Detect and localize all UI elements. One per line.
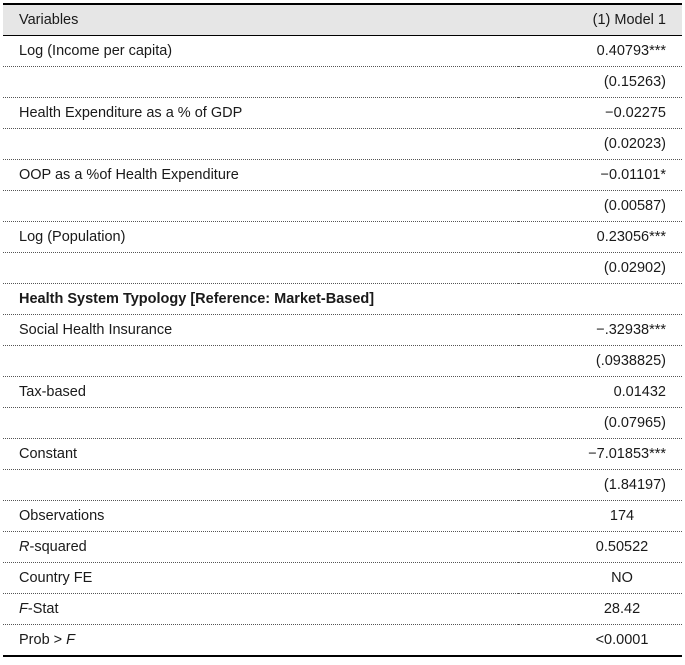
table-row-se bbox=[3, 129, 682, 160]
table-row-constant bbox=[3, 439, 682, 470]
row-coefficient: 0.40793*** bbox=[518, 36, 682, 67]
table-row-oop bbox=[3, 160, 682, 191]
stat-label-rest: -Stat bbox=[27, 601, 59, 617]
header-model: (1) Model 1 bbox=[518, 4, 682, 36]
regression-table-container bbox=[3, 3, 682, 657]
row-label: Tax-based bbox=[3, 377, 518, 408]
regression-table bbox=[3, 3, 682, 657]
empty-cell bbox=[3, 191, 518, 222]
table-row-health-expenditure bbox=[3, 98, 682, 129]
stat-label bbox=[3, 594, 518, 625]
empty-cell bbox=[3, 346, 518, 377]
row-standard-error: (0.15263) bbox=[518, 67, 682, 98]
stat-value: NO bbox=[518, 563, 682, 594]
table-row-f-stat bbox=[3, 594, 682, 625]
row-standard-error: (1.84197) bbox=[518, 470, 682, 501]
row-coefficient: 0.23056*** bbox=[518, 222, 682, 253]
row-label: Health Expenditure as a % of GDP bbox=[3, 98, 518, 129]
row-coefficient: 0.01432 bbox=[518, 377, 682, 408]
empty-cell bbox=[3, 253, 518, 284]
table-row-typology-heading bbox=[3, 284, 682, 315]
table-row-social-health-insurance bbox=[3, 315, 682, 346]
row-label: Log (Income per capita) bbox=[3, 36, 518, 67]
table-row-se bbox=[3, 67, 682, 98]
table-row-se bbox=[3, 346, 682, 377]
row-label: Log (Population) bbox=[3, 222, 518, 253]
table-header bbox=[3, 4, 682, 36]
table-row-se bbox=[3, 253, 682, 284]
row-label: Constant bbox=[3, 439, 518, 470]
stat-value: 0.50522 bbox=[518, 532, 682, 563]
table-row-se bbox=[3, 191, 682, 222]
row-standard-error: (.0938825) bbox=[518, 346, 682, 377]
empty-cell bbox=[3, 67, 518, 98]
stat-label-italic: F bbox=[66, 632, 76, 648]
row-coefficient: −7.01853*** bbox=[518, 439, 682, 470]
table-row-prob-f bbox=[3, 625, 682, 657]
row-coefficient: −0.02275 bbox=[518, 98, 682, 129]
stat-label-italic: F bbox=[19, 601, 28, 617]
stat-label-italic: R bbox=[19, 539, 30, 555]
row-label: OOP as a %of Health Expenditure bbox=[3, 160, 518, 191]
empty-cell bbox=[3, 470, 518, 501]
table-row-tax-based bbox=[3, 377, 682, 408]
table-row-r-squared bbox=[3, 532, 682, 563]
stat-label-prefix: Prob > bbox=[19, 632, 67, 648]
header-variables: Variables bbox=[3, 4, 518, 36]
row-standard-error: (0.02023) bbox=[518, 129, 682, 160]
row-standard-error: (0.02902) bbox=[518, 253, 682, 284]
stat-label: Country FE bbox=[3, 563, 518, 594]
table-row-log-population bbox=[3, 222, 682, 253]
stat-label-rest: -squared bbox=[29, 539, 87, 555]
stat-value: 174 bbox=[518, 501, 682, 532]
stat-label: Observations bbox=[3, 501, 518, 532]
table-body bbox=[3, 36, 682, 657]
empty-cell bbox=[3, 129, 518, 160]
empty-cell bbox=[518, 284, 682, 315]
empty-cell bbox=[3, 408, 518, 439]
stat-value: 28.42 bbox=[518, 594, 682, 625]
stat-label bbox=[3, 532, 518, 563]
table-row-observations bbox=[3, 501, 682, 532]
table-row-country-fe bbox=[3, 563, 682, 594]
table-row-se bbox=[3, 470, 682, 501]
row-standard-error: (0.00587) bbox=[518, 191, 682, 222]
stat-value: <0.0001 bbox=[518, 625, 682, 657]
stat-label bbox=[3, 625, 518, 657]
table-row-se bbox=[3, 408, 682, 439]
row-label: Social Health Insurance bbox=[3, 315, 518, 346]
row-standard-error: (0.07965) bbox=[518, 408, 682, 439]
row-coefficient: −.32938*** bbox=[518, 315, 682, 346]
table-row-log-income bbox=[3, 36, 682, 67]
section-heading: Health System Typology [Reference: Market-Based] bbox=[3, 284, 518, 315]
row-coefficient: −0.01101* bbox=[518, 160, 682, 191]
header-row bbox=[3, 4, 682, 36]
